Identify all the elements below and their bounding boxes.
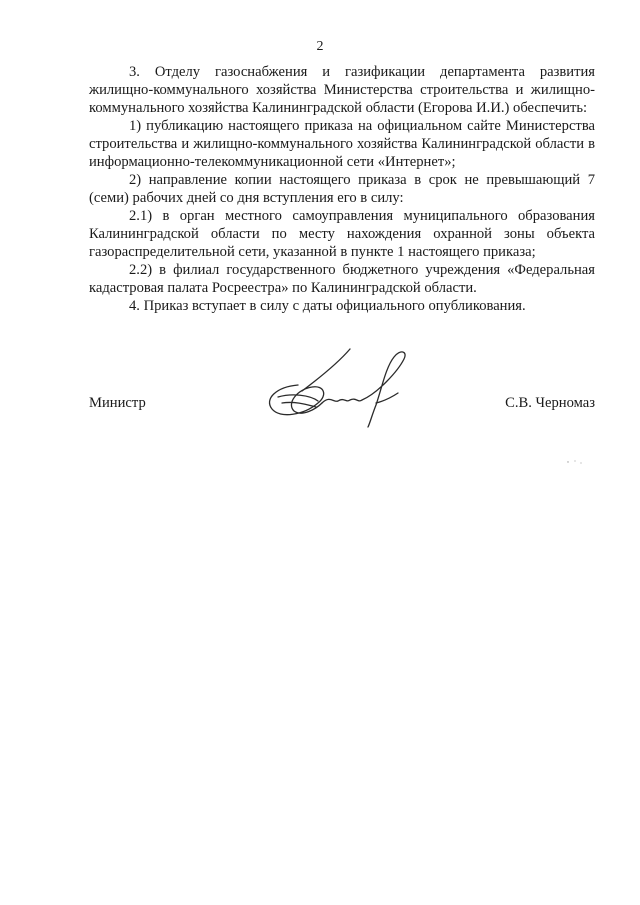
signature-block xyxy=(89,394,595,414)
page-number: 2 xyxy=(316,39,324,54)
paragraph-subitem-1: 1) публикацию настоящего приказа на официальном сайте Министерства строительства и жилищно-коммунального хозяйства Калининградской области в информационно-телекоммуникационной сети «Интернет»; xyxy=(89,118,595,170)
paragraph-subitem-2-1: 2.1) в орган местного самоуправления муниципального образования Калининградской области по месту нахождения охранной зоны объекта газораспределительной сети, указанной в пункте 1 настоящего приказа; xyxy=(89,208,595,260)
paragraph-subitem-2: 2) направление копии настоящего приказа в срок не превышающий 7 (семи) рабочих дней со дня вступления его в силу: xyxy=(89,172,595,206)
handwritten-signature xyxy=(258,345,428,430)
paragraph-item-4: 4. Приказ вступает в силу с даты официального опубликования. xyxy=(129,298,526,314)
document-body xyxy=(89,63,595,315)
paragraph-subitem-2-2: 2.2) в филиал государственного бюджетного учреждения «Федеральная кадастровая палата Росреестра» по Калининградской области. xyxy=(89,262,595,296)
signatory-title: Министр xyxy=(89,395,146,411)
scan-artifact xyxy=(565,458,585,466)
signatory-name: С.В. Черномаз xyxy=(505,395,595,411)
paragraph-item-3: 3. Отделу газоснабжения и газификации департамента развития жилищно-коммунального хозяйства Министерства строительства и жилищно-коммунального хозяйства Калининградской области (Егорова И.И.) обеспечить: xyxy=(89,64,595,116)
